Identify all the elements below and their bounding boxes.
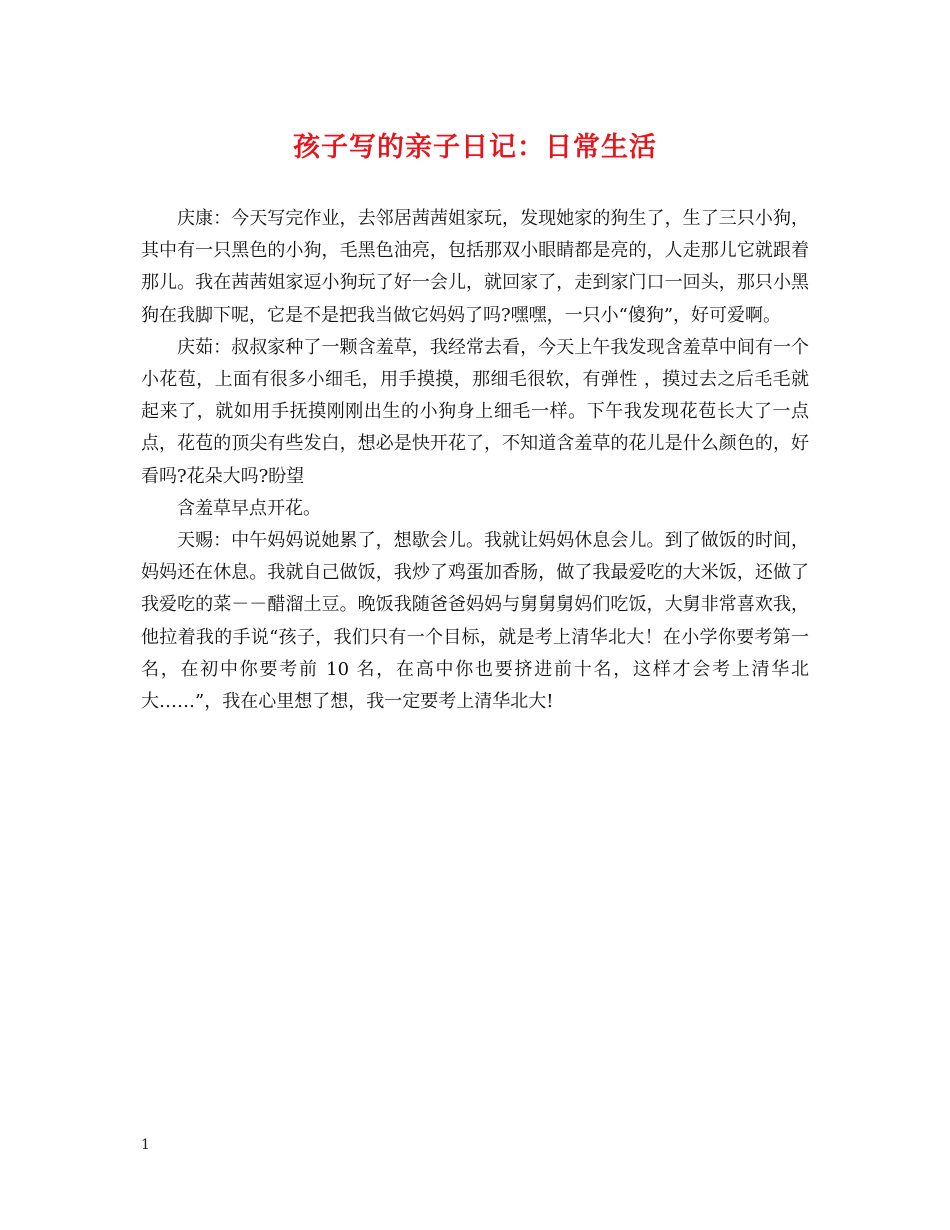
page-number: 1 bbox=[141, 1137, 150, 1153]
document-body bbox=[141, 203, 809, 718]
paragraph-qingru: 庆茹：叔叔家种了一颗含羞草，我经常去看，今天上午我发现含羞草中间有一个小花苞，上面有很多小细毛，用手摸摸，那细毛很软，有弹性 ，摸过去之后毛毛就起来了，就如用手抚摸刚刚出生的小狗身上细毛一样。下午我发现花苞长大了一点点，花苞的顶尖有些发白，想必是快开花了，不知道含羞草的花儿是什么颜色的，好看吗?花朵大吗?盼望 bbox=[141, 336, 809, 487]
paragraph-qingkang: 庆康：今天写完作业，去邻居茜茜姐家玩，发现她家的狗生了，生了三只小狗，其中有一只黑色的小狗，毛黑色油亮，包括那双小眼睛都是亮的，人走那儿它就跟着那儿。我在茜茜姐家逗小狗玩了好一会儿，就回家了，走到家门口一回头，那只小黑狗在我脚下呢，它是不是把我当做它妈妈了吗?嘿嘿，一只小“傻狗”，好可爱啊。 bbox=[141, 208, 809, 326]
paragraph-qingru-continued: 含羞草早点开花。 bbox=[177, 497, 321, 519]
document-title: 孩子写的亲子日记：日常生活 bbox=[293, 132, 657, 163]
paragraph-tianci: 天赐：中午妈妈说她累了，想歇会儿。我就让妈妈休息会儿。到了做饭的时间，妈妈还在休息。我就自己做饭，我炒了鸡蛋加香肠，做了我最爱吃的大米饭，还做了我爱吃的菜－－醋溜土豆。晚饭我随爸爸妈妈与舅舅舅妈们吃饭，大舅非常喜欢我，他拉着我的手说“孩子，我们只有一个目标，就是考上清华北大！在小学你要考第一名，在初中你要考前 10 名，在高中你也要挤进前十名，这样才会考上清华北大……”，我在心里想了想，我一定要考上清华北大! bbox=[141, 530, 809, 713]
